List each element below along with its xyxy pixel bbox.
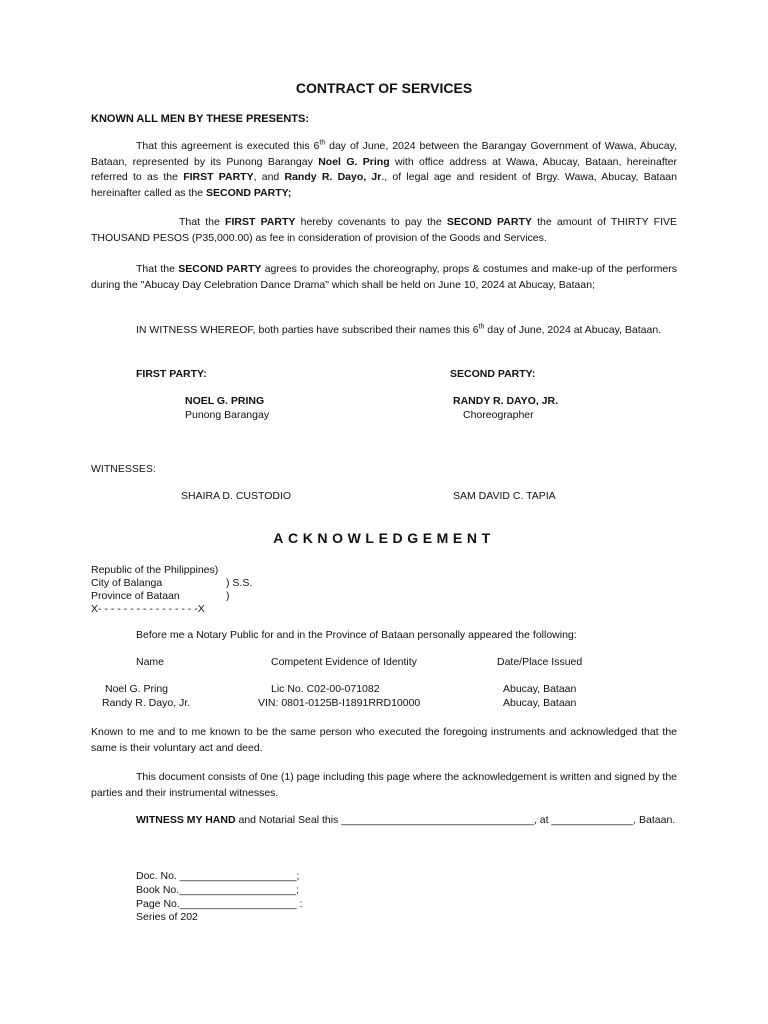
venue-x-line: X- - - - - - - - - - - - - - - -X bbox=[91, 603, 205, 615]
table-header-name: Name bbox=[136, 656, 165, 668]
venue-ss: ) S.S. bbox=[226, 577, 253, 589]
p1-text-b: day of June, 2024 between the Barangay Government of Wawa, Abucay, Bataan, represented by its Punong Barangay bbox=[91, 140, 677, 168]
p3-text-b: agrees to provides the choreography, props & costumes and make-up of the performers during the "Abucay Day Celebration Dance Drama" which shall be held on June 10, 2024 at Abucay, Bataan; bbox=[91, 263, 677, 291]
doc-no: Doc. No. ____________________; bbox=[136, 870, 300, 882]
p2-first-party: FIRST PARTY bbox=[225, 216, 296, 228]
venue-republic: Republic of the Philippines) bbox=[91, 564, 219, 576]
p2-text-a: That the bbox=[179, 216, 226, 228]
acknowledgement-title: ACKNOWLEDGEMENT bbox=[273, 530, 495, 546]
p1-text-d: , and bbox=[253, 171, 285, 184]
witness-hand-paragraph bbox=[91, 813, 677, 829]
services-paragraph bbox=[91, 262, 677, 293]
witness-hand-rest: and Notarial Seal this _________________________________, at ______________, Bataan. bbox=[235, 814, 676, 826]
venue-province: Province of Bataan bbox=[91, 590, 180, 602]
witness-two: SAM DAVID C. TAPIA bbox=[453, 490, 556, 502]
first-party-name: NOEL G. PRING bbox=[185, 395, 265, 407]
p3-second-party: SECOND PARTY bbox=[178, 263, 262, 275]
page-no: Page No.____________________ : bbox=[136, 898, 303, 910]
second-party-name: RANDY R. DAYO, JR. bbox=[453, 395, 559, 407]
p1-sup: th bbox=[319, 139, 326, 147]
p1-text-a: That this agreement is executed this 6 bbox=[136, 140, 320, 152]
venue-paren: ) bbox=[226, 590, 230, 602]
known-all-men-heading: KNOWN ALL MEN BY THESE PRESENTS: bbox=[91, 113, 309, 125]
venue-city: City of Balanga bbox=[91, 577, 163, 589]
p1-text-c: with office address at Wawa, Abucay, Bataan, hereinafter referred to as the bbox=[91, 155, 677, 184]
known-to-me-text: Known to me and to me known to be the same person who executed the foregoing instruments and acknowledged that the same is their voluntary act and deed. bbox=[91, 726, 677, 754]
p3-text-a: That the bbox=[136, 263, 179, 275]
first-party-title: Punong Barangay bbox=[185, 409, 270, 421]
p4-sup: th bbox=[478, 323, 485, 331]
book-no: Book No.____________________; bbox=[136, 884, 299, 896]
table-header-date: Date/Place Issued bbox=[497, 656, 583, 668]
p2-text-c: the amount of THIRTY FIVE THOUSAND PESOS (P35,000.00) as fee in consideration of provision of the Goods and Services. bbox=[91, 216, 677, 244]
p4-text-a: IN WITNESS WHEREOF, both parties have subscribed their names this 6 bbox=[136, 324, 479, 336]
witnesses-label: WITNESSES: bbox=[91, 463, 156, 475]
p2-second-party: SECOND PARTY bbox=[446, 216, 532, 228]
witness-hand-bold: WITNESS MY HAND bbox=[136, 814, 236, 826]
p1-second-party: SECOND PARTY; bbox=[206, 187, 292, 200]
consists-paragraph bbox=[91, 770, 677, 801]
before-notary-text: Before me a Notary Public for and in the Province of Bataan personally appeared the following: bbox=[136, 629, 577, 641]
payment-paragraph bbox=[91, 215, 677, 246]
agreement-paragraph bbox=[91, 139, 677, 202]
table-header-evidence: Competent Evidence of Identity bbox=[271, 656, 417, 668]
consists-text: This document consists of 0ne (1) page including this page where the acknowledgement is written and signed by the parties and their instrumental witnesses. bbox=[91, 771, 677, 799]
document-title: CONTRACT OF SERVICES bbox=[295, 80, 473, 96]
p1-first-party: FIRST PARTY bbox=[183, 171, 254, 184]
known-to-me-paragraph bbox=[91, 725, 677, 756]
table-row-1-evidence: Lic No. C02-00-071082 bbox=[271, 683, 380, 695]
witness-one: SHAIRA D. CUSTODIO bbox=[181, 490, 292, 502]
table-row-2-place: Abucay, Bataan bbox=[503, 697, 577, 709]
p1-name2: Randy R. Dayo, Jr bbox=[284, 171, 382, 184]
p2-text-b: hereby covenants to pay the bbox=[295, 216, 447, 228]
p1-name1: Noel G. Pring bbox=[318, 155, 390, 168]
series: Series of 202 bbox=[136, 911, 198, 923]
table-row-2-evidence: VIN: 0801-0125B-I1891RRD10000 bbox=[258, 697, 421, 709]
first-party-label: FIRST PARTY: bbox=[136, 368, 207, 380]
second-party-label: SECOND PARTY: bbox=[450, 368, 536, 380]
witness-whereof-paragraph bbox=[91, 323, 677, 339]
table-row-1-place: Abucay, Bataan bbox=[503, 683, 577, 695]
second-party-title: Choreographer bbox=[463, 409, 534, 421]
p4-text-b: day of June, 2024 at Abucay, Bataan. bbox=[484, 324, 662, 336]
p1-text-e: ., of legal age and resident of Brgy. Wawa, Abucay, Bataan hereinafter called as the bbox=[91, 171, 677, 200]
table-row-2-name: Randy R. Dayo, Jr. bbox=[102, 697, 191, 709]
table-row-1-name: Noel G. Pring bbox=[105, 683, 169, 695]
